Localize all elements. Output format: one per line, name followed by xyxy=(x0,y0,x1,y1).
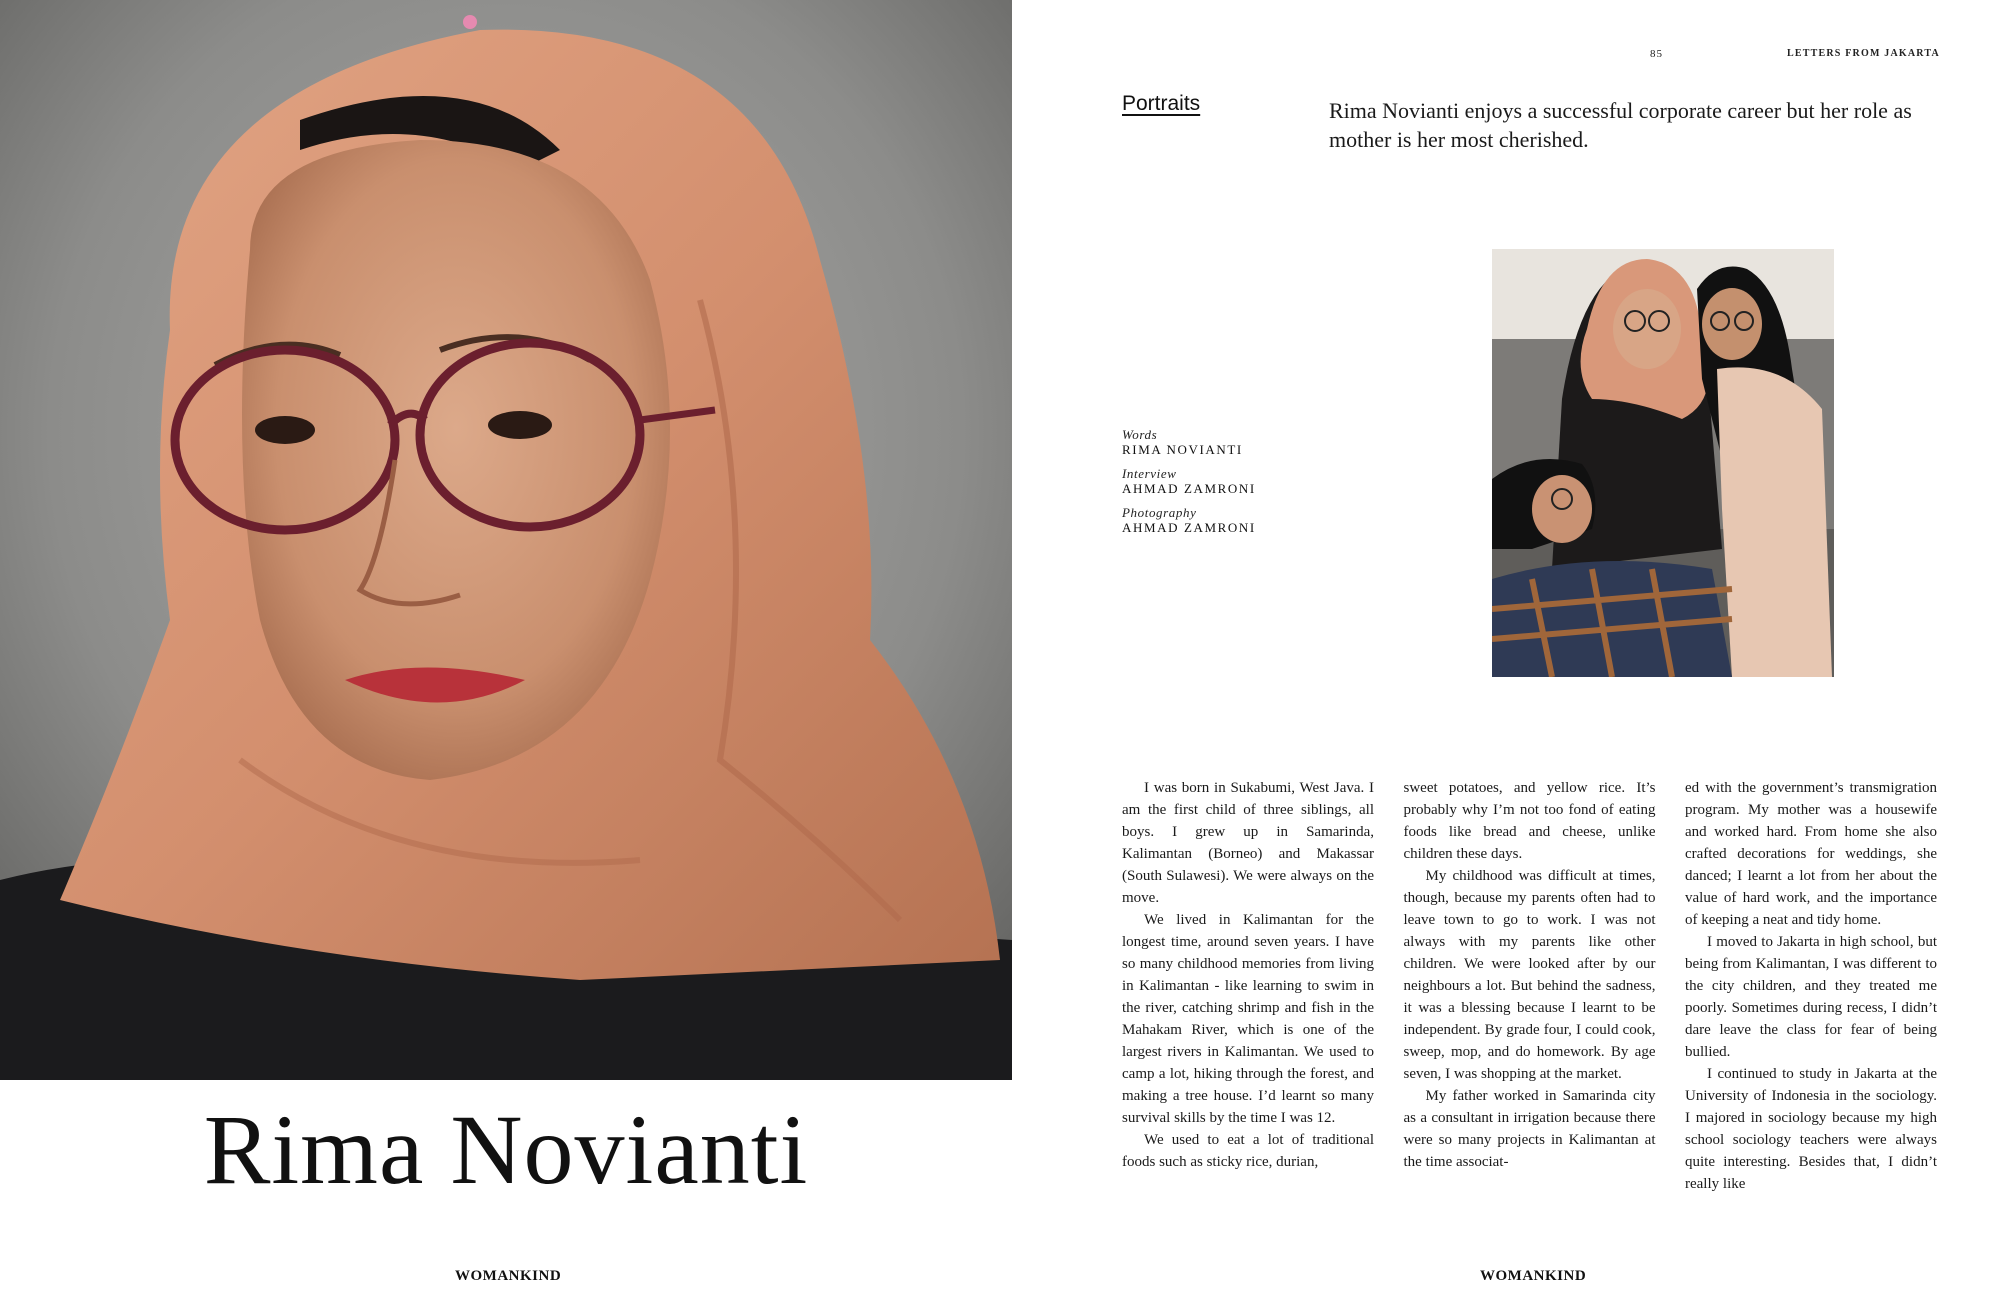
credit-interview xyxy=(1122,467,1322,496)
credit-name: RIMA NOVIANTI xyxy=(1122,442,1243,457)
paragraph: I moved to Jakarta in high school, but being from Kalimantan, I was different to the city children, and they treated me poorly. Sometimes during recess, I didn’t dare leave the class for fear of being bullied. xyxy=(1685,934,1937,1060)
family-illustration xyxy=(1492,249,1834,677)
paragraph: We lived in Kalimantan for the longest time, around seven years. I have so many childhood memories from living in Kalimantan - like learning to swim in the river, catching shrimp and fish in the Mahakam River, which is one of the largest rivers in Kalimantan. We used to camp a lot, hiking through the forest, and making a tree house. I’d learnt so many survival skills by the time I was 12. xyxy=(1122,912,1374,1126)
family-photo xyxy=(1492,249,1834,677)
paragraph: My childhood was difficult at times, though, because my parents often had to leave town to go to work. I was not always with my parents like other children. We were looked after by our neighbours a lot. But behind the sadness, it was a blessing because I learnt to be independent. By grade four, I could cook, sweep, mop, and do homework. By age seven, I was shopping at the market. xyxy=(1403,868,1656,1082)
footer-magazine-name: WOMANKIND xyxy=(455,1268,562,1284)
standfirst: Rima Novianti enjoys a successful corporate career but her role as mother is her most cherished. xyxy=(1329,98,1912,152)
paragraph: My father worked in Samarinda city as a consultant in irrigation because there were so many projects in Kalimantan at the time associat- xyxy=(1403,1088,1656,1170)
credit-role: Photography xyxy=(1122,505,1197,520)
page-number: 85 xyxy=(1650,48,1663,60)
article-body xyxy=(1122,777,1937,1217)
running-title: LETTERS FROM JAKARTA xyxy=(1787,48,1940,59)
paragraph: We used to eat a lot of traditional foods such as sticky rice, durian, xyxy=(1122,1132,1374,1170)
daughter-shirt xyxy=(1717,367,1832,677)
credit-role: Words xyxy=(1122,427,1158,442)
credit-words xyxy=(1122,428,1322,457)
footer-magazine-name: WOMANKIND xyxy=(1480,1268,1587,1284)
credit-role: Interview xyxy=(1122,466,1177,481)
portrait-photo xyxy=(0,0,1012,1080)
hijab-pin xyxy=(463,15,477,29)
credit-photography xyxy=(1122,506,1322,535)
article-column-1 xyxy=(1122,777,1374,1217)
paragraph: I was born in Sukabumi, West Java. I am the first child of three siblings, all boys. I grew up in Samarinda, Kalimantan (Borneo) and Makassar (South Sulawesi). We were always on the move. xyxy=(1122,780,1374,906)
headline: Rima Novianti xyxy=(203,1094,809,1205)
article-column-2 xyxy=(1404,777,1656,1217)
article-column-3 xyxy=(1685,777,1937,1217)
credits xyxy=(1122,428,1322,545)
credit-name: AHMAD ZAMRONI xyxy=(1122,520,1256,535)
paragraph: ed with the government’s transmigration program. My mother was a housewife and worked hard. From home she also crafted decorations for weddings, she danced; I learnt a lot from her about the value of hard work, and the importance of keeping a neat and tidy home. xyxy=(1685,780,1937,928)
paragraph: I continued to study in Jakarta at the University of Indonesia in the sociology. I majored in sociology because my high school sociology teachers were always quite interesting. Besides that, I didn’t really like xyxy=(1685,1066,1937,1192)
right-eye xyxy=(488,411,552,439)
left-eye xyxy=(255,416,315,444)
right-page xyxy=(1012,0,2000,1309)
paragraph: sweet potatoes, and yellow rice. It’s probably why I’m not too fond of eating foods like bread and cheese, unlike children these days. xyxy=(1403,780,1656,862)
mother-face xyxy=(1613,289,1681,369)
credit-name: AHMAD ZAMRONI xyxy=(1122,481,1256,496)
portrait-illustration xyxy=(0,0,1012,1080)
section-label: Portraits xyxy=(1122,92,1201,115)
